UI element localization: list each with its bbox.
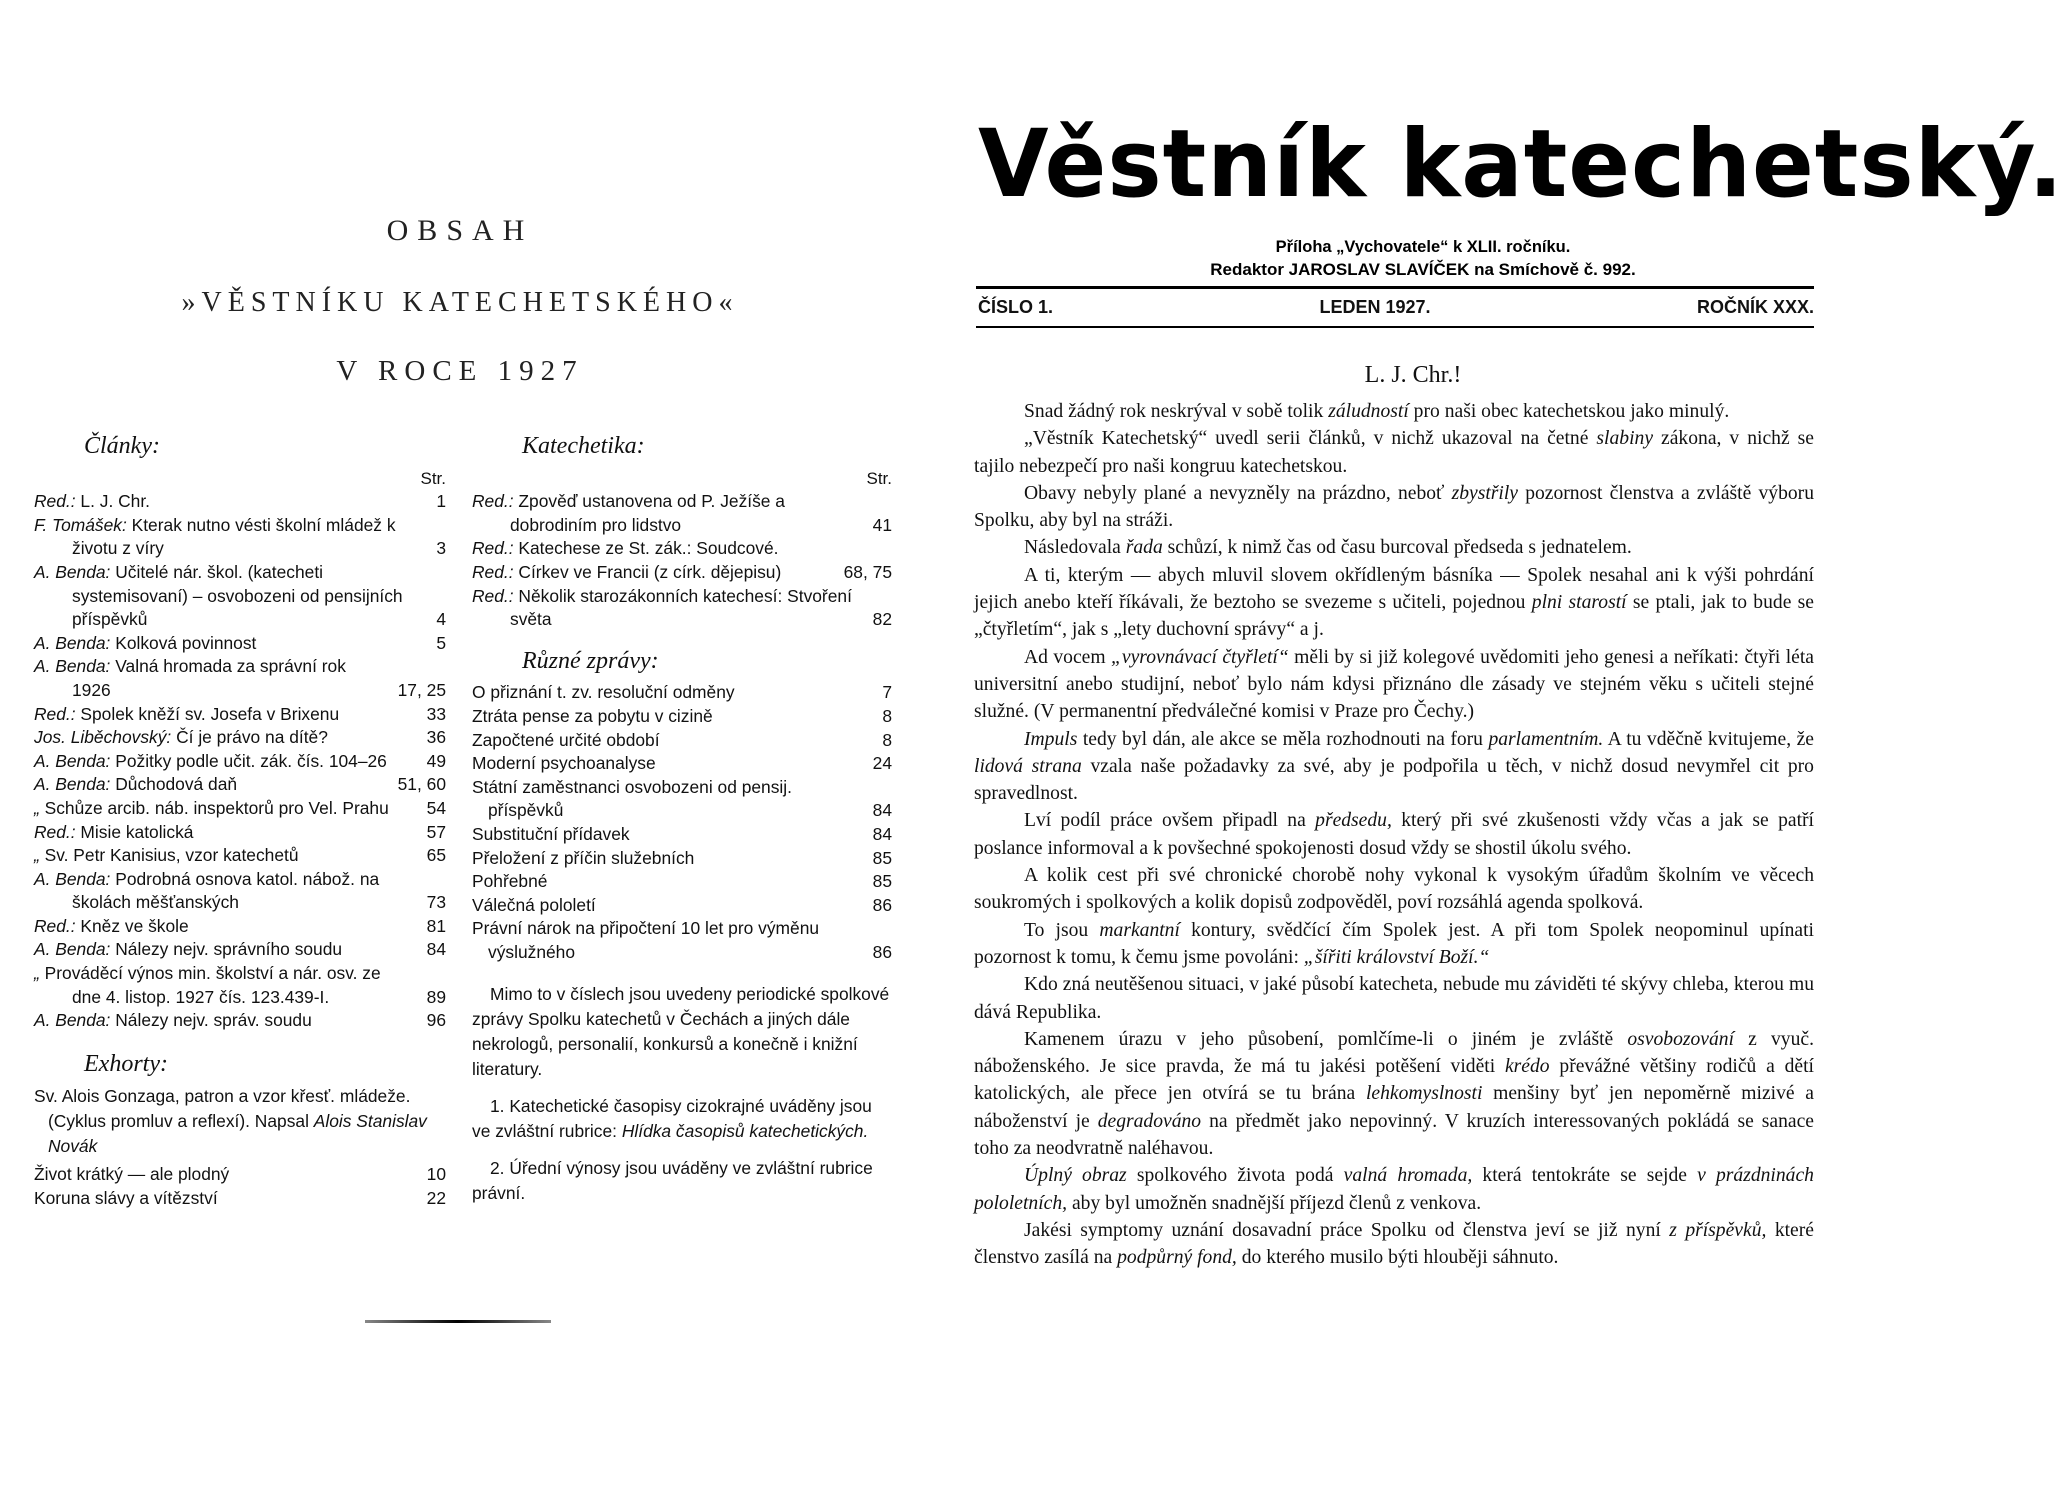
article-emphasis: „šířiti království Boží.“ xyxy=(1303,946,1490,968)
toc-entry-page: 86 xyxy=(872,941,892,962)
toc-entry-text xyxy=(34,821,414,845)
toc-entry-page: 49 xyxy=(426,750,446,771)
toc-entry-page: 81 xyxy=(426,915,446,936)
toc-entry-text xyxy=(34,750,414,774)
article-text: Kamenem úrazu v jeho působení, pomlčíme-li o jiném je zvláště xyxy=(1024,1028,1628,1050)
article-paragraph xyxy=(974,398,1814,425)
toc-entry xyxy=(34,915,446,939)
article-text: tedy byl dán, ale akce se měla rozhodnouti na foru xyxy=(1077,728,1489,750)
toc-entry-text xyxy=(34,1187,414,1211)
toc-entry-title: O přiznání t. zv. resoluční odměny xyxy=(472,682,735,703)
toc-entry-author: „ xyxy=(34,797,40,818)
article-text: která tentokráte se sejde xyxy=(1472,1165,1698,1187)
toc-entry xyxy=(472,561,892,585)
toc-entry-text xyxy=(34,561,414,632)
toc-heading-vestnik: »VĚSTNÍKU KATECHETSKÉHO« xyxy=(181,287,739,318)
toc-entry-text xyxy=(472,847,860,871)
article-paragraph xyxy=(974,726,1814,808)
article-text: schůzí, k nimž čas od času burcoval předseda s jednatelem. xyxy=(1162,537,1632,559)
toc-entry-title: Koruna slávy a vítězství xyxy=(34,1188,218,1209)
article-emphasis: v prázdninách pololetních, xyxy=(974,1165,1814,1214)
toc-entry-page: 5 xyxy=(436,632,446,653)
issue-info-row xyxy=(978,297,1814,318)
toc-entry xyxy=(472,681,892,705)
note-1-text: 1. Katechetické časopisy cizokrajné uváděny jsou ve zvláštní rubrice: xyxy=(472,1096,872,1142)
toc-entry-page: 86 xyxy=(872,894,892,915)
toc-entry-text xyxy=(472,894,860,918)
article-emphasis: markantní xyxy=(1099,919,1180,941)
article-text: Kdo zná neutěšenou situaci, v jaké působí katecheta, nebude mu záviděti té skývy chleba, kterou mu dává Republika. xyxy=(974,974,1814,1023)
toc-entry-author: Red.: xyxy=(34,703,76,724)
article-emphasis: valná hromada, xyxy=(1343,1165,1473,1187)
article-paragraph xyxy=(974,1026,1814,1162)
toc-entry-text xyxy=(472,585,860,632)
toc-entry-page: 73 xyxy=(426,892,446,913)
toc-entry-text xyxy=(34,514,414,561)
note-2: 2. Úřední výnosy jsou uváděny ve zvláštní rubrice právní. xyxy=(472,1158,873,1204)
toc-entry xyxy=(472,894,892,918)
end-ornament-rule xyxy=(365,1320,551,1323)
toc-entry-text xyxy=(472,561,834,585)
exhorty-list xyxy=(34,1163,446,1210)
article-paragraph xyxy=(974,480,1814,535)
article-emphasis: lidová strana xyxy=(974,755,1082,777)
toc-entry xyxy=(34,797,446,821)
article-text: A tu vděčně kvitujeme, že xyxy=(1603,728,1814,750)
article-emphasis: podpůrný fond, xyxy=(1117,1247,1237,1269)
toc-entry-title: Misie katolická xyxy=(75,821,194,842)
toc-entry xyxy=(34,750,446,774)
toc-entry-page: 36 xyxy=(426,727,446,748)
toc-entry-title: Čí je právo na dítě? xyxy=(171,727,328,748)
article-paragraph xyxy=(974,534,1814,561)
toc-entry-title: Požitky podle učit. zák. čís. 104–26 xyxy=(110,750,387,771)
article-text: Obavy nebyly plané a nevyzněly na prázdno, neboť xyxy=(1024,482,1452,504)
toc-entry xyxy=(472,729,892,753)
article-text: kontury, svědčící čím Spolek jest. A při tom Spolek neopominul upínati pozornost k tomu, k čemu jsme povoláni: xyxy=(974,919,1814,968)
article-text: A ti, kterým — abych mluvil slovem okřídleným básníka — Spolek nesahal ani k výši pohrdání jejich anebo kteří říkávali, že beztoho se svezeme s učiteli, pojednou xyxy=(974,564,1814,614)
article-paragraph xyxy=(974,1162,1814,1217)
katechetika-list xyxy=(472,490,892,632)
toc-entry xyxy=(472,705,892,729)
toc-entry-author: A. Benda: xyxy=(34,750,111,771)
toc-entry xyxy=(472,776,892,823)
toc-entry xyxy=(34,490,446,514)
toc-entry-title: Právní nárok na připočtení 10 let pro výměnu výslužného xyxy=(472,918,820,962)
toc-entry-page: 84 xyxy=(872,800,892,821)
toc-entry-page: 89 xyxy=(426,986,446,1007)
toc-entry xyxy=(34,561,446,632)
toc-page xyxy=(0,0,960,1500)
exhorty-intro-text: Sv. Alois Gonzaga, patron a vzor křesť. mládeže. (Cyklus promluv a reflexí). Napsal xyxy=(34,1086,411,1132)
toc-entry-page: 33 xyxy=(426,703,446,724)
article-text: na předmět jako nepovinný. V kruzích interessovaných pokládá se sanace toho za neodvratně naléhavou. xyxy=(974,1110,1814,1160)
masthead-rule-bottom xyxy=(976,326,1814,328)
article-emphasis: záludností xyxy=(1328,401,1409,422)
toc-entry-page: 65 xyxy=(426,845,446,866)
article-text: To jsou xyxy=(1024,919,1100,941)
article-paragraph xyxy=(974,862,1814,917)
toc-entry-title: Státní zaměstnanci osvobozeni od pensij. příspěvků xyxy=(472,776,792,821)
toc-entry xyxy=(34,1163,446,1187)
toc-entry-text xyxy=(34,1009,414,1033)
toc-entry-text xyxy=(472,823,860,847)
toc-entry-page: 17, 25 xyxy=(397,679,446,700)
masthead-subtitle-supplement: Příloha „Vychovatele“ k XLII. ročníku. xyxy=(1275,238,1571,256)
toc-entry-title: Moderní psychoanalyse xyxy=(472,753,656,774)
toc-entry-text xyxy=(34,962,414,1009)
toc-entry-title: Spolek kněží sv. Josefa v Brixenu xyxy=(75,703,340,724)
toc-entry xyxy=(472,752,892,776)
article-text: vzala naše požadavky za své, aby je podpořila u těch, v nichž dosud nevymřel cit pro spravedlnost. xyxy=(974,755,1814,805)
toc-entry-title: Kněz ve škole xyxy=(75,915,189,936)
toc-entry-page: 82 xyxy=(872,609,892,630)
article-text: měli by si již kolegové uvědomiti jeho genesi a neříkati: čtyři léta universitní anebo studijní, neboť bylo nám kdysi přiznáno dle zásady ve stejném věku s učiteli stejné služné. (V permanentní předválečné komisi v Praze pro Čechy.) xyxy=(974,646,1815,723)
masthead-rule-top xyxy=(976,286,1814,289)
toc-entry-title: L. J. Chr. xyxy=(75,491,150,512)
toc-entry-page: 85 xyxy=(872,871,892,892)
exhorty-intro xyxy=(34,1084,446,1159)
toc-entry-text xyxy=(34,703,414,727)
article-emphasis: Impuls xyxy=(1024,728,1078,750)
article-text: pro naši obec katechetskou jako minulý. xyxy=(1408,401,1730,422)
toc-entry-author: A. Benda: xyxy=(34,632,111,653)
toc-entry-text xyxy=(34,1163,414,1187)
article-paragraph xyxy=(974,917,1814,972)
toc-entry-page: 68, 75 xyxy=(843,561,892,582)
toc-entry-author: A. Benda: xyxy=(34,939,111,960)
article-emphasis: lehkomyslnosti xyxy=(1365,1083,1483,1105)
toc-entry-text xyxy=(472,917,860,964)
article-paragraph xyxy=(974,807,1814,862)
article-emphasis: předsedu, xyxy=(1315,810,1392,832)
article-text: Následovala xyxy=(1024,537,1126,559)
article-text: A kolik cest při své chronické chorobě nohy vykonal k vysokým úřadům školním ve věcech soukromých i spolkových a kolik dopisů zodpověděl, poví rozsáhlá agenda spolková. xyxy=(974,865,1814,914)
toc-entry-title: Přeložení z příčin služebních xyxy=(472,847,695,868)
page-column-label-right: Str. xyxy=(866,468,892,488)
issue-number: ČÍSLO 1. xyxy=(978,297,1054,317)
toc-entry xyxy=(34,844,446,868)
article-emphasis: degradováno xyxy=(1097,1110,1202,1132)
toc-entry-title: Pohřebné xyxy=(472,871,548,892)
clanky-list xyxy=(34,490,446,1033)
toc-entry-page: 1 xyxy=(436,491,446,512)
toc-entry-page: 22 xyxy=(426,1188,446,1209)
toc-entry xyxy=(34,821,446,845)
toc-entry-title: Prováděcí výnos min. školství a nár. osv. ze dne 4. listop. 1927 čís. 123.439-I. xyxy=(39,963,381,1007)
article-paragraph xyxy=(974,644,1814,726)
toc-entry-text xyxy=(34,844,414,868)
article-emphasis: řada xyxy=(1125,537,1163,559)
toc-entry-text xyxy=(34,632,414,656)
toc-entry-page: 84 xyxy=(872,823,892,844)
toc-entry-text xyxy=(34,490,414,514)
toc-entry-text xyxy=(472,537,860,561)
toc-entry-title: Kterak nutno vésti školní mládež k životu z víry xyxy=(72,514,396,559)
article-paragraph xyxy=(974,562,1814,644)
toc-entry-title: Kolková povinnost xyxy=(110,632,257,653)
toc-entry xyxy=(472,870,892,894)
toc-entry-author: Jos. Liběchovský: xyxy=(34,727,172,748)
toc-entry-author: „ xyxy=(34,963,40,984)
article-body xyxy=(974,398,1814,1272)
toc-entry-page: 10 xyxy=(426,1164,446,1185)
article-text: převážné většiny rodičů a dětí katolických, ale přece jen otvírá se tu brána xyxy=(974,1056,1814,1105)
article-emphasis: z příspěvků, xyxy=(1669,1219,1767,1241)
toc-entry-title: Důchodová daň xyxy=(110,774,238,795)
article-text: Lví podíl práce ovšem připadl na xyxy=(1024,810,1316,832)
toc-entry-page: 54 xyxy=(426,797,446,818)
toc-entry-text xyxy=(472,490,860,537)
note-1-italic: Hlídka časopisů katechetických. xyxy=(621,1121,869,1142)
toc-entry-page: 8 xyxy=(882,705,892,726)
article-text: „Věstník Katechetský“ uvedl serii článků, v nichž ukazoval na četné xyxy=(1024,428,1597,450)
issue-date: LEDEN 1927. xyxy=(1319,297,1431,317)
toc-entry-text xyxy=(472,752,860,776)
toc-entry-title: Nálezy nejv. správního soudu xyxy=(110,939,343,960)
toc-entry xyxy=(472,585,892,632)
toc-entry-text xyxy=(472,681,860,705)
toc-entry-page: 4 xyxy=(436,609,446,630)
toc-entry-author: Red.: xyxy=(472,585,514,606)
article-emphasis: parlamentním. xyxy=(1488,728,1604,750)
article-text: menšiny byť jen nepoměrně mizivé a náboženství je xyxy=(974,1083,1814,1132)
article-title: L. J. Chr.! xyxy=(1364,362,1462,388)
page-column-label: Str. xyxy=(420,468,446,488)
article-text: zákona, v nichž se tajilo nebezpečí pro naši kongruu katechetskou. xyxy=(974,428,1814,477)
toc-entry-title: Několik starozákonních katechesí: Stvoření světa xyxy=(510,585,852,630)
toc-entry-page: 41 xyxy=(872,514,892,535)
toc-entry-title: Život krátký — ale plodný xyxy=(34,1164,230,1185)
toc-entry-title: Učitelé nár. škol. (katecheti systemisovaní) – osvobozeni od pensijních příspěvků xyxy=(72,561,403,630)
toc-entry-title: Započtené určité období xyxy=(472,729,660,750)
masthead-subtitle-editor: Redaktor JAROSLAV SLAVÍČEK na Smíchově č. 992. xyxy=(1210,260,1636,279)
toc-entry xyxy=(34,655,446,702)
toc-heading-obsah: OBSAH xyxy=(386,214,534,247)
toc-entry-page: 85 xyxy=(872,847,892,868)
toc-entry-text xyxy=(34,938,414,962)
toc-entry xyxy=(34,726,446,750)
toc-entry-title: Nálezy nejv. správ. soudu xyxy=(110,1010,312,1031)
toc-entry-title: Valná hromada za správní rok 1926 xyxy=(72,656,346,700)
toc-entry-author: A. Benda: xyxy=(34,868,111,889)
toc-entry-author: Red.: xyxy=(472,538,514,559)
section-title-clanky: Články: xyxy=(84,433,160,459)
article-emphasis: zbystřily xyxy=(1451,482,1519,504)
article-emphasis: slabiny xyxy=(1596,428,1654,450)
toc-entry-author: A. Benda: xyxy=(34,774,111,795)
article-text: do kterého musilo býti hlouběji sáhnuto. xyxy=(1236,1247,1559,1269)
toc-entry-page: 84 xyxy=(426,939,446,960)
article-text: se ptali, jak to bude se „čtyřletím“, jak s „lety duchovní správy“ a j. xyxy=(974,592,1815,641)
article-text: pozornost členstva a zvláště výboru Spolku, aby byl na stráži. xyxy=(974,482,1814,532)
toc-entry-page: 24 xyxy=(872,753,892,774)
toc-entry xyxy=(34,962,446,1009)
article-text: aby byl umožněn snadnější příjezd členů z venkova. xyxy=(1067,1192,1482,1214)
article-text: Snad žádný rok neskrýval v sobě tolik xyxy=(1024,401,1329,422)
toc-entry-text xyxy=(34,726,414,750)
toc-heading-year: V ROCE 1927 xyxy=(336,355,584,387)
article-text: spolkového života podá xyxy=(1126,1165,1344,1187)
article-text: z vyuč. náboženského. Je sice pravda, že má tu jakési potěšení viděti xyxy=(974,1028,1814,1078)
article-text: které členstvo zasílá na xyxy=(974,1219,1814,1269)
toc-entry-author: Red.: xyxy=(34,491,76,512)
mimo-to-paragraph: Mimo to v číslech jsou uvedeny periodické spolkové zprávy Spolku katechetů v Čechách a jiných dále nekrologů, personalií, konkursů a konečně i knižní literatury. xyxy=(472,984,890,1080)
toc-entry-page: 3 xyxy=(436,538,446,559)
toc-entry-author: Red.: xyxy=(472,491,514,512)
toc-entry-title: Zpověď ustanovena od P. Ježíše a dobrodiním pro lidstvo xyxy=(510,491,785,535)
toc-entry-text xyxy=(472,776,860,823)
toc-entry xyxy=(472,847,892,871)
toc-entry-text xyxy=(472,705,860,729)
toc-entry xyxy=(34,773,446,797)
toc-entry-title: Církev ve Francii (z círk. dějepisu) xyxy=(513,561,782,582)
toc-entry xyxy=(472,823,892,847)
article-emphasis: osvobozování xyxy=(1627,1028,1735,1050)
section-title-ruzne: Různé zprávy: xyxy=(522,647,659,674)
article-paragraph xyxy=(974,971,1814,1026)
toc-entry xyxy=(34,1009,446,1033)
toc-entry-author: „ xyxy=(34,845,40,866)
article-text: Ad vocem xyxy=(1024,646,1112,668)
toc-entry-page: 8 xyxy=(882,729,892,750)
note-1 xyxy=(472,1094,892,1144)
toc-entry xyxy=(34,632,446,656)
toc-entry-text xyxy=(34,773,388,797)
article-emphasis: Úplný obraz xyxy=(1024,1165,1127,1187)
toc-entry xyxy=(34,703,446,727)
toc-entry-text xyxy=(34,655,388,702)
toc-entry-text xyxy=(472,729,860,753)
article-emphasis: krédo xyxy=(1504,1056,1550,1078)
toc-entry-text xyxy=(34,915,414,939)
toc-entry-page: 7 xyxy=(882,682,892,703)
toc-entry-title: Substituční přídavek xyxy=(472,823,630,844)
toc-entry-author: F. Tomášek: xyxy=(34,514,127,535)
toc-entry-title: Válečná pololetí xyxy=(472,894,596,915)
article-emphasis: plni starostí xyxy=(1531,592,1627,614)
article-paragraph xyxy=(974,425,1814,480)
toc-entry-page: 57 xyxy=(426,821,446,842)
toc-entry-title: Katechese ze St. zák.: Soudcové. xyxy=(513,538,779,559)
toc-entry-author: A. Benda: xyxy=(34,1010,111,1031)
toc-entry-title: Podrobná osnova katol. nábož. na školách měšťanských xyxy=(72,868,380,913)
toc-entry xyxy=(34,938,446,962)
toc-entry xyxy=(472,537,892,561)
toc-entry xyxy=(34,1187,446,1211)
section-title-exhorty: Exhorty: xyxy=(84,1050,168,1077)
toc-entry-author: Red.: xyxy=(472,561,514,582)
ruzne-list xyxy=(472,681,892,964)
toc-entry-author: A. Benda: xyxy=(34,656,111,677)
toc-entry-page: 96 xyxy=(426,1010,446,1031)
exhorty-intro-author: Alois Stanislav Novák xyxy=(48,1111,427,1157)
toc-entry-author: Red.: xyxy=(34,915,76,936)
toc-entry xyxy=(34,868,446,915)
toc-entry-title: Schůze arcib. náb. inspektorů pro Vel. Prahu xyxy=(39,797,389,818)
toc-left-column xyxy=(34,435,446,1211)
article-text: který při své zkušenosti vždy včas a jak se patří poslance informoval a k povšechné spokojenosti dosud vždy se shostil úkolu svého. xyxy=(974,810,1814,859)
toc-entry-text xyxy=(34,868,414,915)
issue-volume: ROČNÍK XXX. xyxy=(1696,297,1814,317)
toc-entry xyxy=(472,490,892,537)
toc-entry-title: Sv. Petr Kanisius, vzor katechetů xyxy=(39,845,299,866)
toc-entry-page: 51, 60 xyxy=(397,774,446,795)
section-title-katechetika: Katechetika: xyxy=(522,433,645,459)
toc-entry xyxy=(34,514,446,561)
toc-entry-text xyxy=(34,797,414,821)
article-text: Jakési symptomy uznání dosavadní práce Spolku od členstva jeví se již nyní xyxy=(1024,1219,1670,1241)
toc-entry-text xyxy=(472,870,860,894)
article-emphasis: „vyrovnávací čtyřletí“ xyxy=(1111,646,1289,668)
toc-right-column xyxy=(472,435,892,1206)
toc-entry-author: Red.: xyxy=(34,821,76,842)
toc-entry xyxy=(472,917,892,964)
masthead-title: Věstník katechetský. xyxy=(978,110,2064,219)
toc-entry-title: Ztráta pense za pobytu v cizině xyxy=(472,705,713,726)
article-paragraph xyxy=(974,1217,1814,1272)
issue-page xyxy=(960,0,2064,1500)
toc-entry-author: A. Benda: xyxy=(34,561,111,582)
